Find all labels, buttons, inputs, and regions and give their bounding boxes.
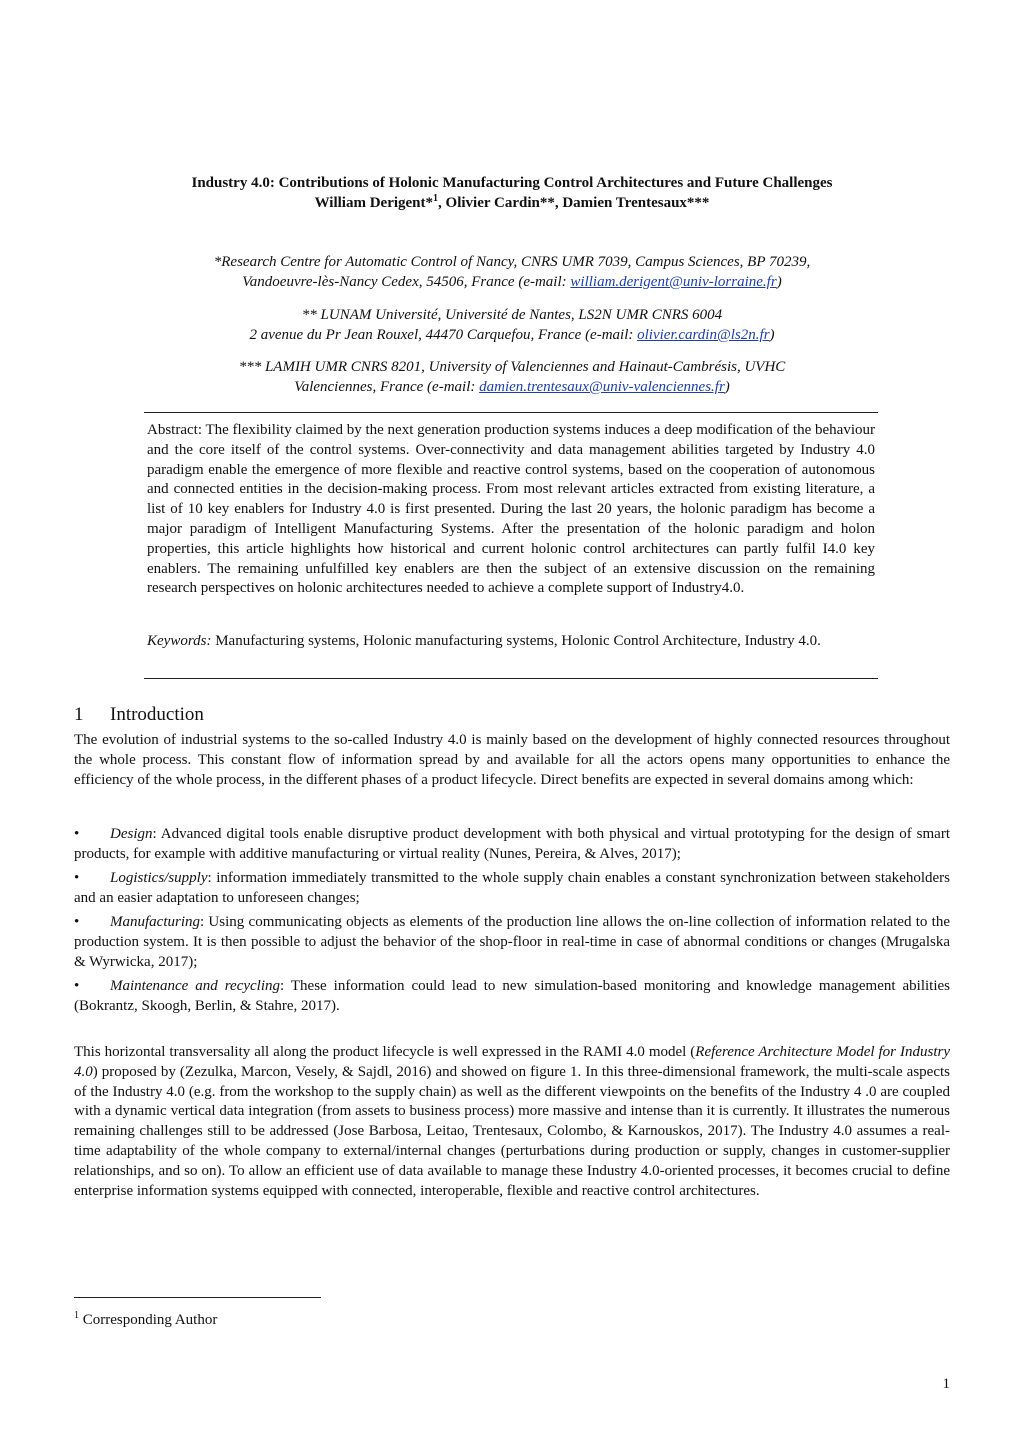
benefit-domain-list xyxy=(74,825,950,1021)
email-link-trentesaux[interactable]: damien.trentesaux@univ-valenciennes.fr xyxy=(479,379,725,395)
author-others: , Olivier Cardin**, Damien Trentesaux*** xyxy=(438,195,710,211)
footnote-rule xyxy=(74,1297,321,1298)
author-primary: William Derigent* xyxy=(314,195,434,211)
bullet-icon: • xyxy=(74,977,80,994)
bullet-icon: • xyxy=(74,826,80,842)
rami-paragraph-rest: ) proposed by (Zezulka, Marcon, Vesely, & Sajdl, 2016) and showed on figure 1. In this three-dimensional framework, the multi-scale aspects of the Industry 4.0 (e.g. from the workshop to the supply chain) as well as the different viewpoints on the benefits of the Industry 4 .0 are coupled with a dynamic vertical data integration (from assets to business process) more massive and intense than it is currently. It illustrates the numerous remaining challenges still to be addressed (Jose Barbosa, Leitao, Trentesaux, Colombo, & Karnouskos, 2017). The Industry 4.0 assumes a real-time adaptability of the whole company to external/internal changes (perturbations during production or supply, changes in customer-supplier relationships, and so on). To allow an efficient use of data available to manage these Industry 4.0-oriented processes, it becomes crucial to define enterprise information systems equipped with connected, interoperable, flexible and reactive control architectures. xyxy=(74,1063,950,1199)
affiliation-3-address: Valenciennes, France (e-mail: xyxy=(294,379,480,395)
affiliation-2-line2 xyxy=(74,325,950,345)
affiliation-3 xyxy=(74,357,950,397)
author-footnote-mark: 1 xyxy=(433,193,439,204)
footnote-mark: 1 xyxy=(74,1310,79,1321)
list-item-term: Maintenance and recycling xyxy=(110,977,281,994)
list-item-text: : These information could lead to new simulation-based monitoring and knowledge management abilities (Bokrantz, Skoogh, Berlin, & Stahre, 2017). xyxy=(74,977,950,1014)
affiliation-2-address: 2 avenue du Pr Jean Rouxel, 44470 Carquefou, France (e-mail: xyxy=(249,327,638,343)
abstract: Abstract: The flexibility claimed by the next generation production systems induces a deep modification of the behaviour and the core itself of the control systems. Over-connectivity and data management abilities targeted by Industry 4.0 paradigm enable the emergence of more flexible and reactive control systems, based on the cooperation of autonomous and connected entities in the decision-making process. From most relevant articles extracted from existing literature, a list of 10 key enablers for Industry 4.0 is first presented. During the last 20 years, the holonic paradigm has become a major paradigm of Intelligent Manufacturing Systems. After the presentation of the holonic paradigm and holon properties, this article highlights how historical and current holonic control architectures can partly fulfil I4.0 key enablers. The remaining unfulfilled key enablers are then the subject of an extensive discussion on the remaining research perspectives on holonic architectures needed to achieve a complete support of Industry4.0. xyxy=(147,422,875,597)
list-item-text: : information immediately transmitted to the whole supply chain enables a constant synchronization between stakeholders and an easier adaptation to unforeseen changes; xyxy=(74,869,950,906)
affiliation-2-close: ) xyxy=(769,327,775,343)
bullet-icon: • xyxy=(74,913,80,930)
list-item xyxy=(74,825,950,865)
section-heading-introduction xyxy=(74,704,204,726)
abstract-bottom-rule xyxy=(144,678,878,679)
affiliation-1 xyxy=(74,252,950,292)
keywords-label: Keywords: xyxy=(147,633,212,649)
bullet-icon: • xyxy=(74,869,80,886)
section-number: 1 xyxy=(74,704,84,725)
list-item-text: : Using communicating objects as elements of the production line allows the on-line collection of information related to the production system. It is then possible to adjust the behavior of the shop-floor in real-time in case of abnormal conditions or changes (Mrugalska & Wyrwicka, 2017); xyxy=(74,913,950,970)
affiliation-1-line2 xyxy=(74,272,950,292)
affiliation-3-close: ) xyxy=(724,379,730,395)
affiliation-1-address: Vandoeuvre-lès-Nancy Cedex, 54506, France (e-mail: xyxy=(242,274,571,290)
author-list xyxy=(74,193,950,213)
intro-paragraph: The evolution of industrial systems to the so-called Industry 4.0 is mainly based on the development of highly connected resources throughout the whole process. This constant flow of information spread by and available for all the actors opens many opportunities to enhance the efficiency of the whole process, in the different phases of a product lifecycle. Direct benefits are expected in several domains among which: xyxy=(74,732,950,788)
footnote xyxy=(74,1306,217,1330)
section-title: Introduction xyxy=(110,704,204,725)
list-item-text: : Advanced digital tools enable disruptive product development with both physical and virtual prototyping for the design of smart products, for example with additive manufacturing or virtual reality (Nunes, Pereira, & Alves, 2017); xyxy=(74,826,950,862)
list-item-term: Design xyxy=(110,826,153,842)
email-link-derigent[interactable]: william.derigent@univ-lorraine.fr xyxy=(570,274,777,290)
keywords xyxy=(147,632,875,652)
rami-paragraph-start: This horizontal transversality all along the product lifecycle is well expressed in the RAMI 4.0 model ( xyxy=(74,1044,696,1060)
affiliation-2-line1: ** LUNAM Université, Université de Nantes, LS2N UMR CNRS 6004 xyxy=(301,307,723,323)
affiliation-3-line2 xyxy=(74,377,950,397)
abstract-top-rule xyxy=(144,412,878,413)
keywords-text: Manufacturing systems, Holonic manufacturing systems, Holonic Control Architecture, Industry 4.0. xyxy=(211,633,821,649)
affiliation-1-line1: *Research Centre for Automatic Control of Nancy, CNRS UMR 7039, Campus Sciences, BP 70239, xyxy=(213,254,811,270)
paper-title: Industry 4.0: Contributions of Holonic Manufacturing Control Architectures and Future Challenges xyxy=(191,175,833,191)
list-item xyxy=(74,913,950,972)
page-number: 1 xyxy=(942,1376,950,1392)
list-item xyxy=(74,869,950,909)
email-link-cardin[interactable]: olivier.cardin@ls2n.fr xyxy=(637,327,770,343)
rami-model-name: Reference Architecture Model for Industry 4.0 xyxy=(74,1044,950,1080)
list-item-term: Manufacturing xyxy=(110,913,200,930)
paper-title-block xyxy=(74,173,950,213)
affiliation-1-close: ) xyxy=(776,274,782,290)
list-item-term: Logistics/supply xyxy=(110,869,208,886)
affiliation-3-line1: *** LAMIH UMR CNRS 8201, University of Valenciennes and Hainaut-Cambrésis, UVHC xyxy=(238,359,786,375)
rami-paragraph xyxy=(74,1043,950,1201)
affiliation-2 xyxy=(74,305,950,345)
footnote-text: Corresponding Author xyxy=(79,1312,218,1328)
list-item xyxy=(74,977,950,1017)
